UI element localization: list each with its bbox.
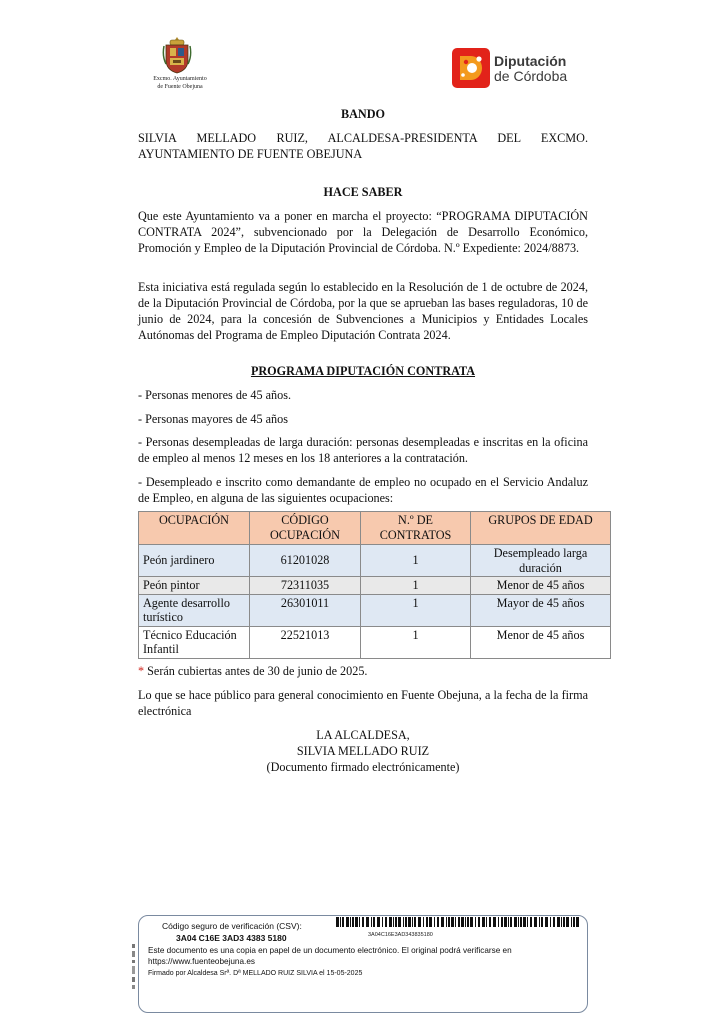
bullet-item: - Desempleado e inscrito como demandante de empleo no ocupado en el Servicio Andaluz de Empleo, en alguna de las siguientes ocupaciones: bbox=[138, 475, 588, 505]
table-cell: Peón pintor bbox=[139, 577, 250, 595]
table-cell: Desempleado larga duración bbox=[471, 545, 611, 577]
column-header: CÓDIGO OCUPACIÓN bbox=[250, 512, 361, 545]
bullet-item: - Personas mayores de 45 años bbox=[138, 412, 288, 426]
barcode-icon bbox=[336, 917, 580, 931]
table-cell: 22521013 bbox=[250, 626, 361, 658]
issuer-block bbox=[138, 130, 588, 162]
table-row bbox=[139, 577, 611, 595]
table-cell: Peón jardinero bbox=[139, 545, 250, 577]
table-cell: 61201028 bbox=[250, 545, 361, 577]
copy-notice-line2: https://www.fuenteobejuna.es bbox=[148, 956, 255, 966]
table-header-row bbox=[139, 512, 611, 545]
table-cell: 1 bbox=[361, 545, 471, 577]
table-cell: Mayor de 45 años bbox=[471, 594, 611, 626]
diputacion-name-line2: de Córdoba bbox=[494, 68, 568, 84]
asterisk-mark: * bbox=[138, 664, 145, 678]
table-cell: Técnico Educación Infantil bbox=[139, 626, 250, 658]
closing-paragraph: Lo que se hace público para general conocimiento en Fuente Obejuna, a la fecha de la firma electrónica bbox=[138, 688, 588, 718]
paragraph-project: Que este Ayuntamiento va a poner en marcha el proyecto: “PROGRAMA DIPUTACIÓN CONTRATA 2024”, subvencionado por la Delegación de Desarrollo Económico, Promoción y Empleo de la Diputación Provincial de Córdoba. N.º Expediente: 2024/8873. bbox=[138, 209, 588, 255]
paragraph-regulation: Esta iniciativa está regulada según lo establecido en la Resolución de 1 de octubre de 2024, de la Diputación Provincial de Córdoba, por la que se aprueban las bases reguladoras, 10 de junio de 2024, para la concesión de Subvenciones a Municipios y Entidades Locales Autónomas del Programa de Empleo Diputación Contrata 2024. bbox=[138, 280, 588, 342]
bullet-item: - Personas menores de 45 años. bbox=[138, 388, 291, 402]
barcode-text: 3A04C16E3AD343835180 bbox=[368, 932, 433, 938]
column-header: GRUPOS DE EDAD bbox=[471, 512, 611, 545]
copy-notice-line1: Este documento es una copia en papel de un documento electrónico. El original podrá verificarse en bbox=[148, 946, 512, 955]
hace-saber-heading: HACE SABER bbox=[323, 185, 403, 199]
ayuntamiento-caption-line1: Excmo. Ayuntamiento bbox=[153, 76, 207, 82]
table-row bbox=[139, 626, 611, 658]
vertical-reference-strip bbox=[131, 942, 137, 992]
table-cell: 1 bbox=[361, 594, 471, 626]
signature-line2: SILVIA MELLADO RUIZ bbox=[296, 744, 430, 758]
coat-of-arms-icon bbox=[162, 36, 192, 74]
column-header: N.º DE CONTRATOS bbox=[361, 512, 471, 545]
ayuntamiento-logo bbox=[140, 36, 220, 94]
table-cell: 72311035 bbox=[250, 577, 361, 595]
table-cell: Agente desarrollo turístico bbox=[139, 594, 250, 626]
diputacion-name-line1: Diputación bbox=[494, 53, 567, 69]
csv-label: Código seguro de verificación (CSV): bbox=[162, 921, 302, 931]
deadline-note-text: Serán cubiertas antes de 30 de junio de 2025. bbox=[144, 664, 368, 678]
table-cell: 1 bbox=[361, 626, 471, 658]
diputacion-logo bbox=[452, 48, 592, 90]
diputacion-mark-icon bbox=[452, 48, 490, 88]
table-cell: Menor de 45 años bbox=[471, 626, 611, 658]
ayuntamiento-caption-line2: de Fuente Obejuna bbox=[157, 83, 203, 90]
bullet-item: - Personas desempleadas de larga duración: personas desempleadas e inscritas en la oficina de empleo al menos 12 meses en los 18 anteriores a la contratación. bbox=[138, 435, 588, 465]
deadline-note bbox=[138, 663, 588, 679]
table-cell: 26301011 bbox=[250, 594, 361, 626]
signature-line1: LA ALCALDESA, bbox=[316, 728, 410, 742]
program-heading-text: PROGRAMA DIPUTACIÓN CONTRATA bbox=[250, 364, 476, 378]
document-title: BANDO bbox=[340, 107, 385, 121]
table-row bbox=[139, 545, 611, 577]
column-header: OCUPACIÓN bbox=[139, 512, 250, 545]
issuer-line2: AYUNTAMIENTO DE FUENTE OBEJUNA bbox=[138, 147, 363, 161]
table-cell: 1 bbox=[361, 577, 471, 595]
program-heading bbox=[138, 363, 588, 379]
issuer-line1: SILVIA MELLADO RUIZ, ALCALDESA-PRESIDENTA DEL EXCMO. bbox=[138, 131, 588, 145]
copy-notice bbox=[148, 946, 578, 967]
csv-code: 3A04 C16E 3AD3 4383 5180 bbox=[176, 933, 287, 943]
signed-by: Firmado por Alcaldesa Srª. Dª MELLADO RUIZ SILVIA el 15-05-2025 bbox=[148, 970, 363, 977]
occupations-table bbox=[138, 511, 611, 659]
table-cell: Menor de 45 años bbox=[471, 577, 611, 595]
signature-block bbox=[138, 727, 588, 775]
signature-line3: (Documento firmado electrónicamente) bbox=[266, 760, 460, 774]
table-row bbox=[139, 594, 611, 626]
